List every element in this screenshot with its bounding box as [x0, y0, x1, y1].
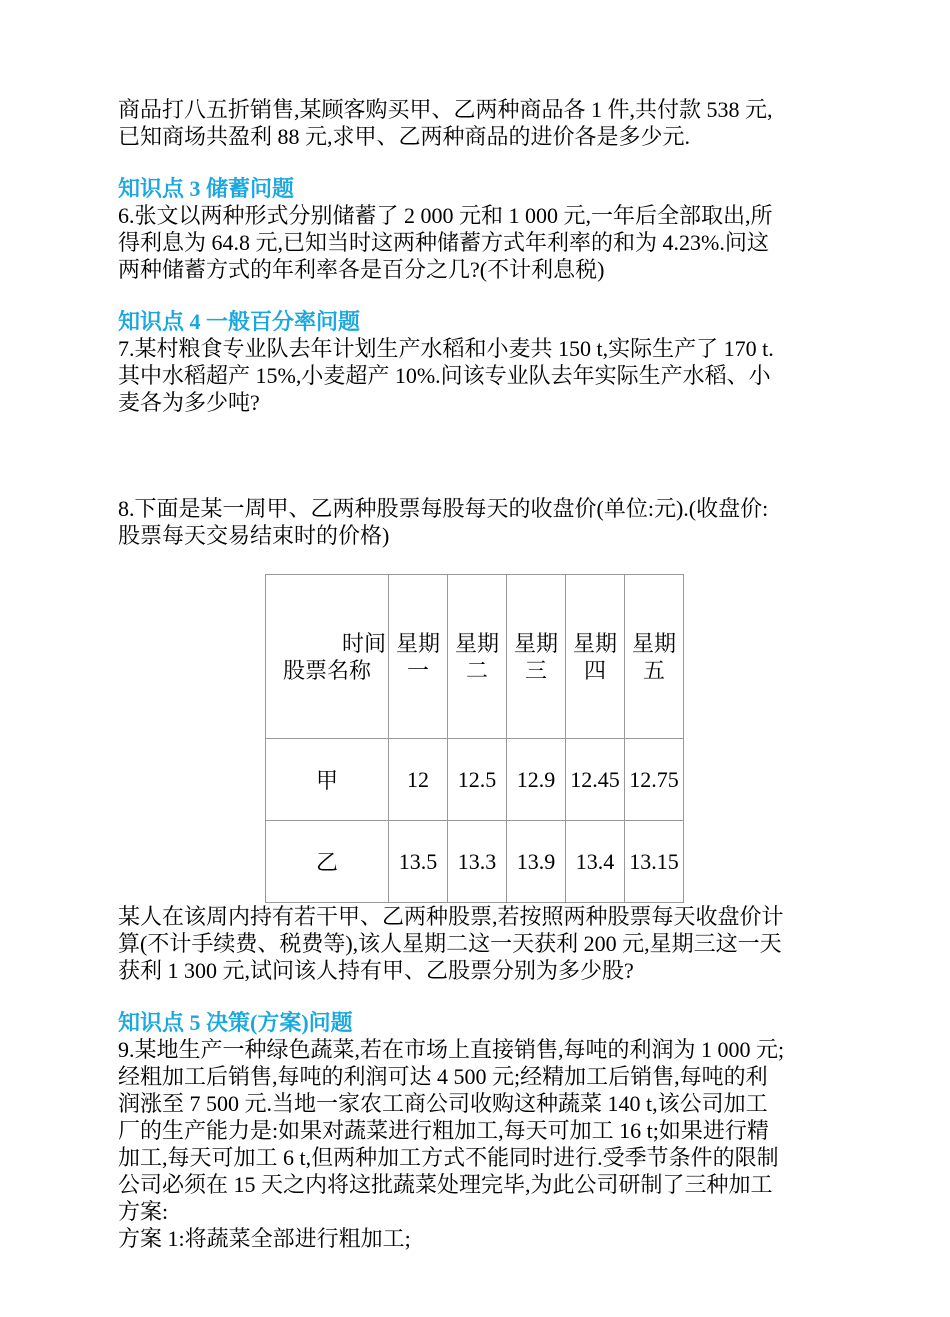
- table-row: [266, 821, 684, 903]
- table-row: [266, 739, 684, 821]
- intro-line: 商品打八五折销售,某顾客购买甲、乙两种商品各 1 件,共付款 538 元,: [118, 97, 773, 122]
- question-9-line: 厂的生产能力是:如果对蔬菜进行粗加工,每天可加工 16 t;如果进行精: [118, 1118, 769, 1143]
- day-header-cell: 星期 五: [625, 575, 684, 739]
- page-content: [118, 96, 838, 1252]
- question-9-line: 方案 1:将蔬菜全部进行粗加工;: [118, 1226, 411, 1251]
- stock-price-table: [265, 574, 684, 903]
- table-header-row: [266, 575, 684, 739]
- question-8-followup-line: 某人在该周内持有若干甲、乙两种股票,若按照两种股票每天收盘价计: [118, 904, 784, 929]
- question-6-line: 得利息为 64.8 元,已知当时这两种储蓄方式年利率的和为 4.23%.问这: [118, 230, 769, 255]
- intro-line: 已知商场共盈利 88 元,求甲、乙两种商品的进价各是多少元.: [118, 124, 691, 149]
- stock-name-cell: 甲: [266, 739, 389, 821]
- question-9-line: 公司必须在 15 天之内将这批蔬菜处理完毕,为此公司研制了三种加工: [118, 1172, 773, 1197]
- corner-stock-name-label: 股票名称: [282, 657, 371, 683]
- price-cell: 12.5: [448, 739, 507, 821]
- stock-name-cell: 乙: [266, 821, 389, 903]
- question-7-line: 7.某村粮食专业队去年计划生产水稻和小麦共 150 t,实际生产了 170 t.: [118, 336, 774, 361]
- price-cell: 13.9: [507, 821, 566, 903]
- question-8-line: 股票每天交易结束时的价格): [118, 523, 390, 548]
- question-8-line: 8.下面是某一周甲、乙两种股票每股每天的收盘价(单位:元).(收盘价:: [118, 496, 769, 521]
- question-6-line: 6.张文以两种形式分别储蓄了 2 000 元和 1 000 元,一年后全部取出,所: [118, 203, 773, 228]
- question-9-line: 方案:: [118, 1199, 169, 1224]
- section-heading-3: 知识点 3 储蓄问题: [118, 176, 295, 201]
- section-heading-4: 知识点 4 一般百分率问题: [118, 309, 361, 334]
- question-7-line: 麦各为多少吨?: [118, 390, 260, 415]
- table-corner-cell: [266, 575, 389, 739]
- price-cell: 13.5: [389, 821, 448, 903]
- question-6-line: 两种储蓄方式的年利率各是百分之几?(不计利息税): [118, 257, 605, 282]
- question-7-line: 其中水稻超产 15%,小麦超产 10%.问该专业队去年实际生产水稻、小: [118, 363, 771, 388]
- day-header-cell: 星期 一: [389, 575, 448, 739]
- day-header-cell: 星期 二: [448, 575, 507, 739]
- price-cell: 12.9: [507, 739, 566, 821]
- section-heading-5: 知识点 5 决策(方案)问题: [118, 1010, 353, 1035]
- price-cell: 12.75: [625, 739, 684, 821]
- price-cell: 13.15: [625, 821, 684, 903]
- price-cell: 13.4: [566, 821, 625, 903]
- question-9-line: 加工,每天可加工 6 t,但两种加工方式不能同时进行.受季节条件的限制: [118, 1145, 779, 1170]
- price-cell: 12.45: [566, 739, 625, 821]
- corner-time-label: 时间: [341, 630, 386, 656]
- price-cell: 13.3: [448, 821, 507, 903]
- question-9-line: 润涨至 7 500 元.当地一家农工商公司收购这种蔬菜 140 t,该公司加工: [118, 1091, 768, 1116]
- price-cell: 12: [389, 739, 448, 821]
- day-header-cell: 星期 三: [507, 575, 566, 739]
- question-9-line: 9.某地生产一种绿色蔬菜,若在市场上直接销售,每吨的利润为 1 000 元;: [118, 1037, 785, 1062]
- day-header-cell: 星期 四: [566, 575, 625, 739]
- question-8-followup-line: 算(不计手续费、税费等),该人星期二这一天获利 200 元,星期三这一天: [118, 931, 782, 956]
- question-9-line: 经粗加工后销售,每吨的利润可达 4 500 元;经精加工后销售,每吨的利: [118, 1064, 768, 1089]
- question-8-followup-line: 获利 1 300 元,试问该人持有甲、乙股票分别为多少股?: [118, 958, 634, 983]
